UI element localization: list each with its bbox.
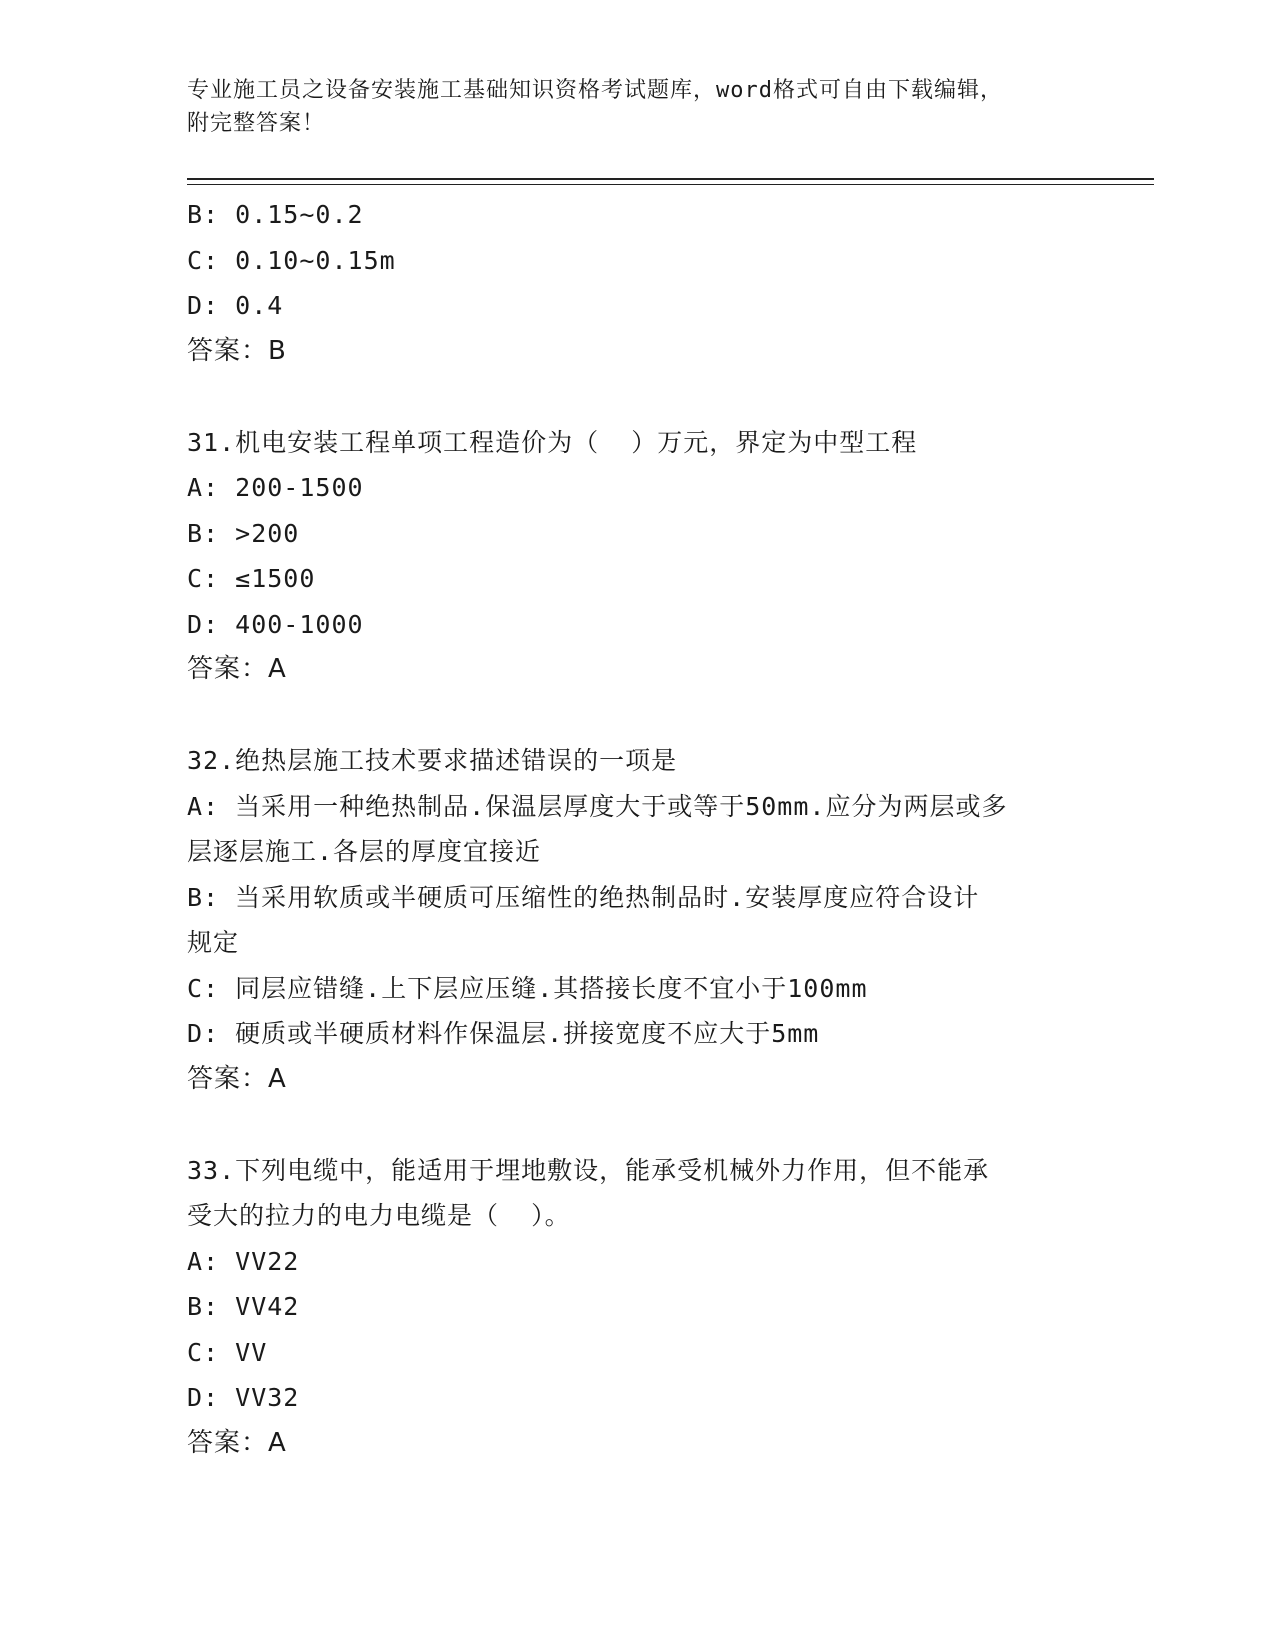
question-stem: 33.下列电缆中，能适用于埋地敷设，能承受机械外力作用，但不能承 [187,1155,990,1185]
question-list [187,192,1087,1466]
option: C: 0.10~0.15m [187,245,396,275]
option: B: 0.15~0.2 [187,200,364,229]
option: A: VV22 [187,1246,300,1276]
option: B: 当采用软质或半硬质可压缩性的绝热制品时.安装厚度应符合设计 [187,882,980,912]
header-line-2: 附完整答案！ [187,111,326,136]
answer: 答案：A [187,654,287,684]
option: C: VV [187,1337,268,1367]
option: A: 当采用一种绝热制品.保温层厚度大于或等于50mm.应分为两层或多 [187,791,1008,821]
option: C: 同层应错缝.上下层应压缝.其搭接长度不宜小于100mm [187,973,868,1003]
spacer [187,693,1087,739]
header-rule-thin [187,184,1154,185]
option: B: VV42 [187,1292,300,1321]
spacer [187,1102,1087,1148]
answer: 答案：A [187,1063,287,1094]
question-32 [187,738,1087,1102]
option: D: 400-1000 [187,609,364,639]
option: C: ≤1500 [187,564,316,593]
document-header [187,74,1087,140]
question-stem: 31.机电安装工程单项工程造价为（ ）万元，界定为中型工程 [187,427,918,457]
header-line-1: 专业施工员之设备安装施工基础知识资格考试题库，word格式可自由下载编辑， [187,78,1003,103]
question-stem-continuation: 受大的拉力的电力电缆是（ ）。 [187,1201,571,1230]
option: D: VV32 [187,1383,300,1412]
option: D: 硬质或半硬质材料作保温层.拼接宽度不应大于5mm [187,1019,820,1048]
question-stem: 32.绝热层施工技术要求描述错误的一项是 [187,746,678,775]
option: B: >200 [187,518,300,548]
option-continuation: 规定 [187,928,240,957]
prev-question-tail [187,192,1087,374]
option: A: 200-1500 [187,473,364,502]
question-33 [187,1148,1087,1467]
spacer [187,374,1087,420]
answer: 答案：B [187,335,287,366]
option-continuation: 层逐层施工.各层的厚度宜接近 [187,837,542,866]
answer: 答案：A [187,1427,287,1458]
option: D: 0.4 [187,291,284,320]
header-rule-thick [187,178,1154,180]
question-31 [187,420,1087,693]
